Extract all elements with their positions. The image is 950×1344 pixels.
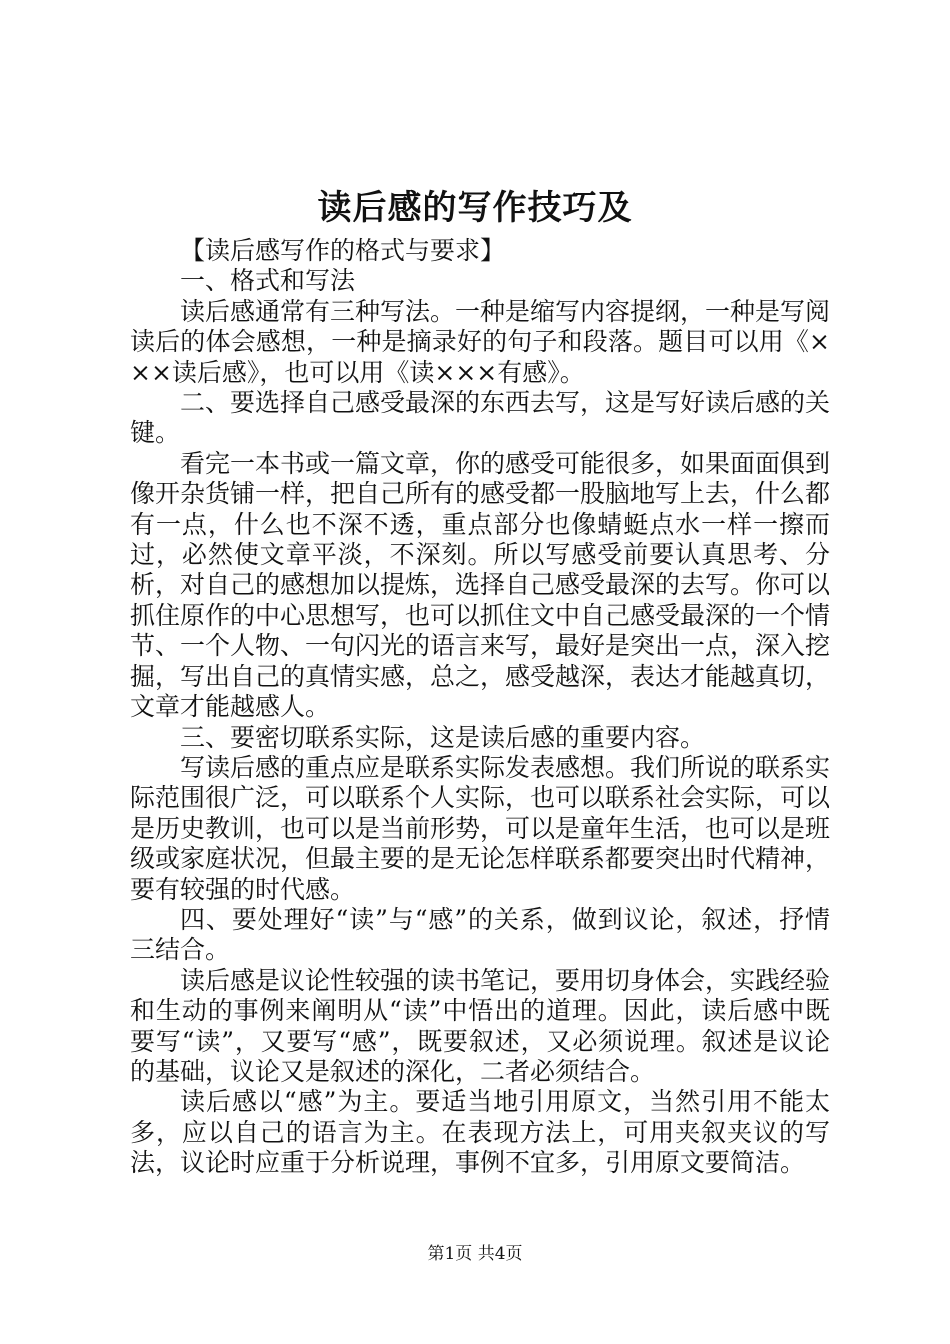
paragraph: 读后感通常有三种写法。一种是缩写内容提纲，一种是写阅读后的体会感想，一种是摘录好的句子和段落。题目可以用《×××读后感》，也可以用《读×××有感》。: [130, 296, 831, 387]
paragraph: 看完一本书或一篇文章，你的感受可能很多，如果面面俱到像开杂货铺一样，把自己所有的感受都一股脑地写上去，什么都有一点，什么也不深不透，重点部分也像蜻蜓点水一样一擦而过，必然使文章平淡，不深刻。所以写感受前要认真思考、分析，对自己的感想加以提炼，选择自己感受最深的去写。你可以抓住原作的中心思想写，也可以抓住文中自己感受最深的一个情节、一个人物、一句闪光的语言来写，最好是突出一点，深入挖掘，写出自己的真情实感，总之，感受越深，表达才能越真切，文章才能越感人。: [130, 448, 831, 722]
section-heading-format-requirements: 【读后感写作的格式与要求】: [180, 236, 506, 265]
section-heading-1: 一、格式和写法: [180, 266, 356, 296]
paragraph: 读后感以“感”为主。要适当地引用原文，当然引用不能太多，应以自己的语言为主。在表现方法上，可用夹叙夹议的写法，议论时应重于分析说理，事例不宜多，引用原文要简洁。: [130, 1087, 830, 1178]
section-heading-3: 三、要密切联系实际，这是读后感的重要内容。: [180, 722, 706, 752]
section-heading-4: 四、要处理好“读”与“感”的关系，做到议论，叙述，抒情三结合。: [130, 904, 830, 965]
section-heading-2: 二、要选择自己感受最深的东西去写，这是写好读后感的关键。: [130, 388, 831, 448]
document-body: [130, 236, 830, 1179]
document-title: 读后感的写作技巧及: [317, 188, 633, 228]
paragraph: 写读后感的重点应是联系实际发表感想。我们所说的联系实际范围很广泛，可以联系个人实际，也可以联系社会实际，可以是历史教训，也可以是当前形势，可以是童年生活，也可以是班级或家庭状况，但最主要的是无论怎样联系都要突出时代精神，要有较强的时代感。: [130, 752, 831, 904]
page-number-footer: 第1页 共4页: [427, 1244, 523, 1264]
paragraph: 读后感是议论性较强的读书笔记，要用切身体会，实践经验和生动的事例来阐明从“读”中悟出的道理。因此，读后感中既要写“读”，又要写“感”，既要叙述，又必须说理。叙述是议论的基础，议论又是叙述的深化，二者必须结合。: [130, 965, 831, 1086]
